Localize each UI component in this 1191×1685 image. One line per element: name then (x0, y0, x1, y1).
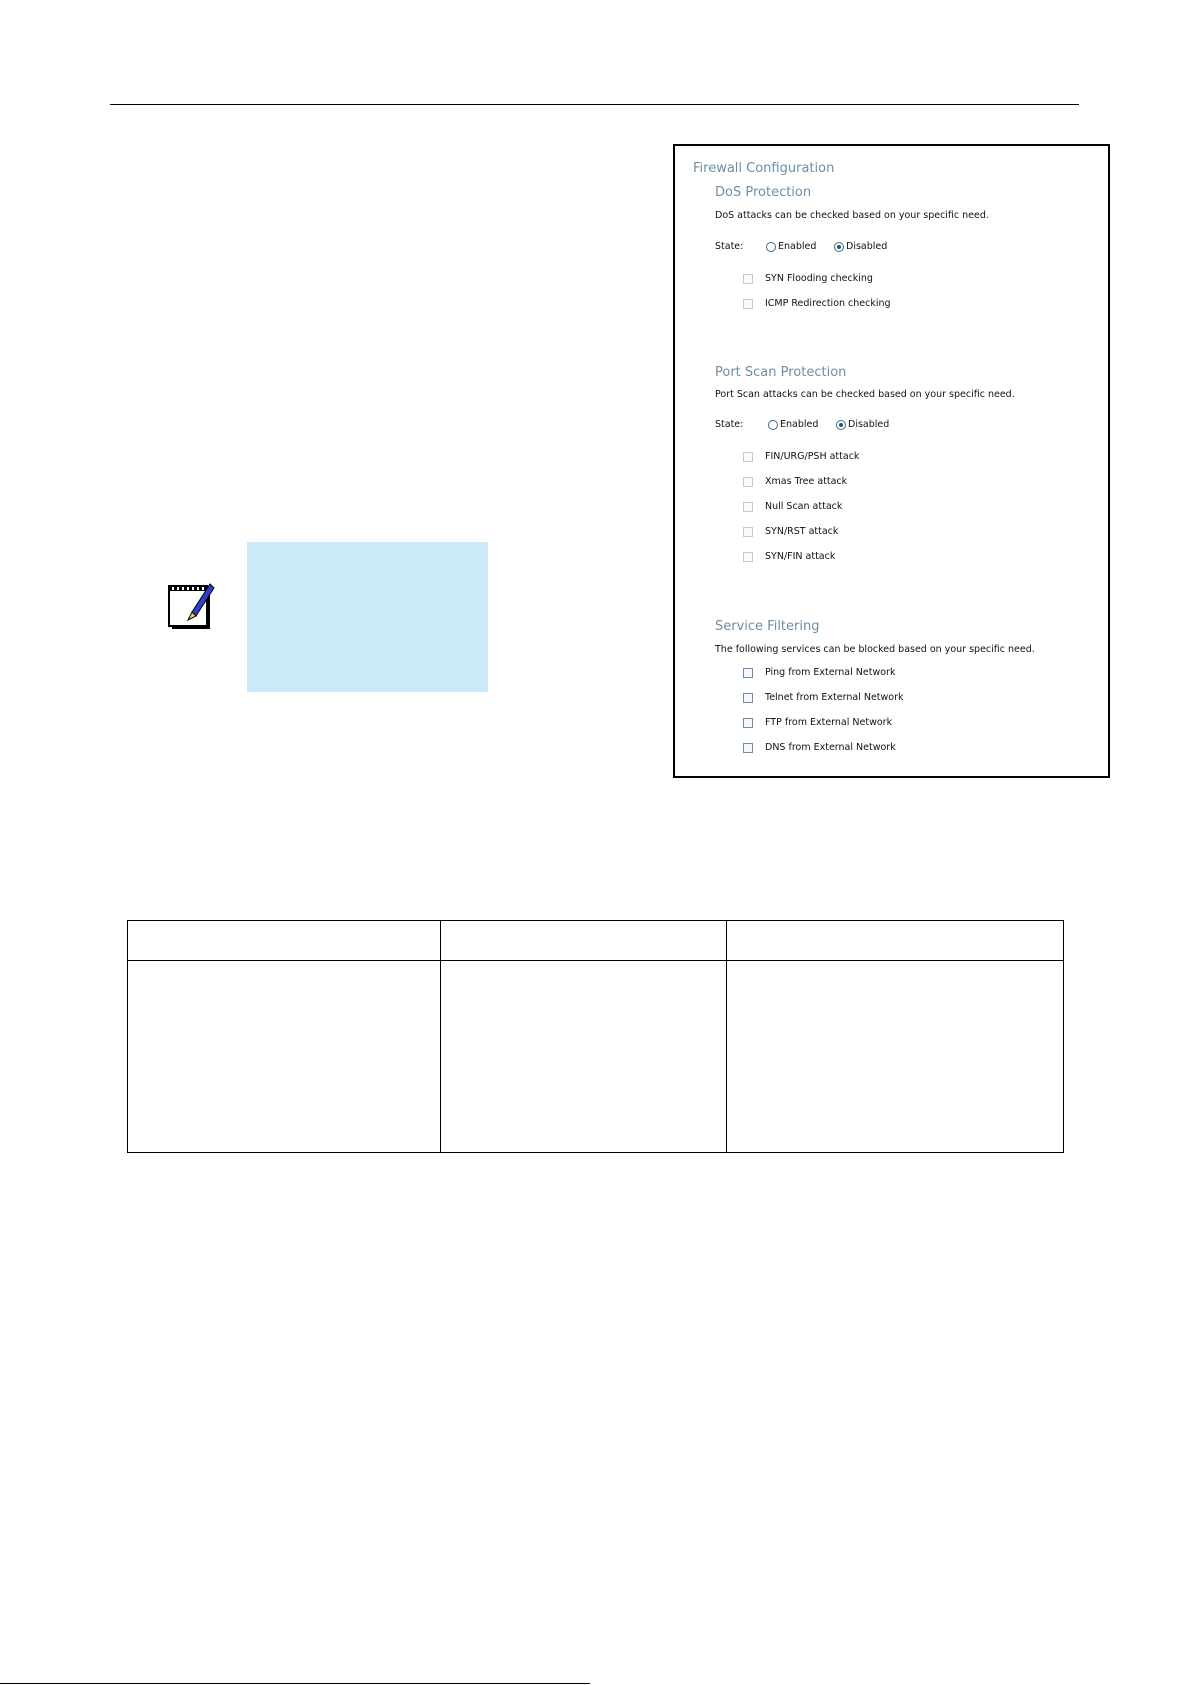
option-label: ICMP Redirection checking (765, 298, 891, 309)
portscan-heading: Port Scan Protection (715, 365, 847, 380)
option-label: Xmas Tree attack (765, 476, 848, 487)
service-heading: Service Filtering (715, 619, 820, 634)
checkbox[interactable] (743, 452, 753, 462)
option-label: Telnet from External Network (765, 692, 904, 703)
table-column-divider (726, 921, 727, 1152)
note-box (247, 542, 488, 692)
option-label: Ping from External Network (765, 667, 896, 678)
settings-table (127, 920, 1064, 1153)
portscan-enabled-label: Enabled (780, 419, 819, 430)
checkbox[interactable] (743, 527, 753, 537)
header-rule (110, 104, 1079, 105)
firewall-config-panel (673, 144, 1110, 778)
portscan-description: Port Scan attacks can be checked based on your specific need. (715, 389, 1015, 400)
portscan-disabled-label: Disabled (848, 419, 890, 430)
option-label: FTP from External Network (765, 717, 893, 728)
checkbox[interactable] (743, 502, 753, 512)
checkbox[interactable] (743, 693, 753, 703)
option-label: SYN Flooding checking (765, 273, 873, 284)
option-label: DNS from External Network (765, 742, 896, 753)
table-column-divider (440, 921, 441, 1152)
checkbox[interactable] (743, 743, 753, 753)
checkbox[interactable] (743, 274, 753, 284)
checkbox[interactable] (743, 718, 753, 728)
option-label: SYN/FIN attack (765, 551, 836, 562)
checkbox[interactable] (743, 299, 753, 309)
dos-disabled-radio[interactable] (834, 242, 844, 252)
dos-heading: DoS Protection (715, 185, 812, 200)
option-label: Null Scan attack (765, 501, 843, 512)
portscan-disabled-radio[interactable] (836, 420, 846, 430)
dos-enabled-radio[interactable] (766, 242, 776, 252)
option-label: SYN/RST attack (765, 526, 839, 537)
checkbox[interactable] (743, 477, 753, 487)
checkbox[interactable] (743, 552, 753, 562)
footer-rule (0, 1683, 590, 1684)
service-description: The following services can be blocked based on your specific need. (715, 644, 1035, 655)
dos-enabled-label: Enabled (778, 241, 817, 252)
option-label: FIN/URG/PSH attack (765, 451, 860, 462)
table-header-divider (128, 960, 1063, 961)
dos-state-label: State: (715, 241, 744, 252)
portscan-state-label: State: (715, 419, 744, 430)
portscan-enabled-radio[interactable] (768, 420, 778, 430)
checkbox[interactable] (743, 668, 753, 678)
panel-title: Firewall Configuration (693, 161, 835, 176)
dos-description: DoS attacks can be checked based on your specific need. (715, 210, 989, 221)
dos-disabled-label: Disabled (846, 241, 888, 252)
notepad-pencil-icon (166, 578, 216, 632)
